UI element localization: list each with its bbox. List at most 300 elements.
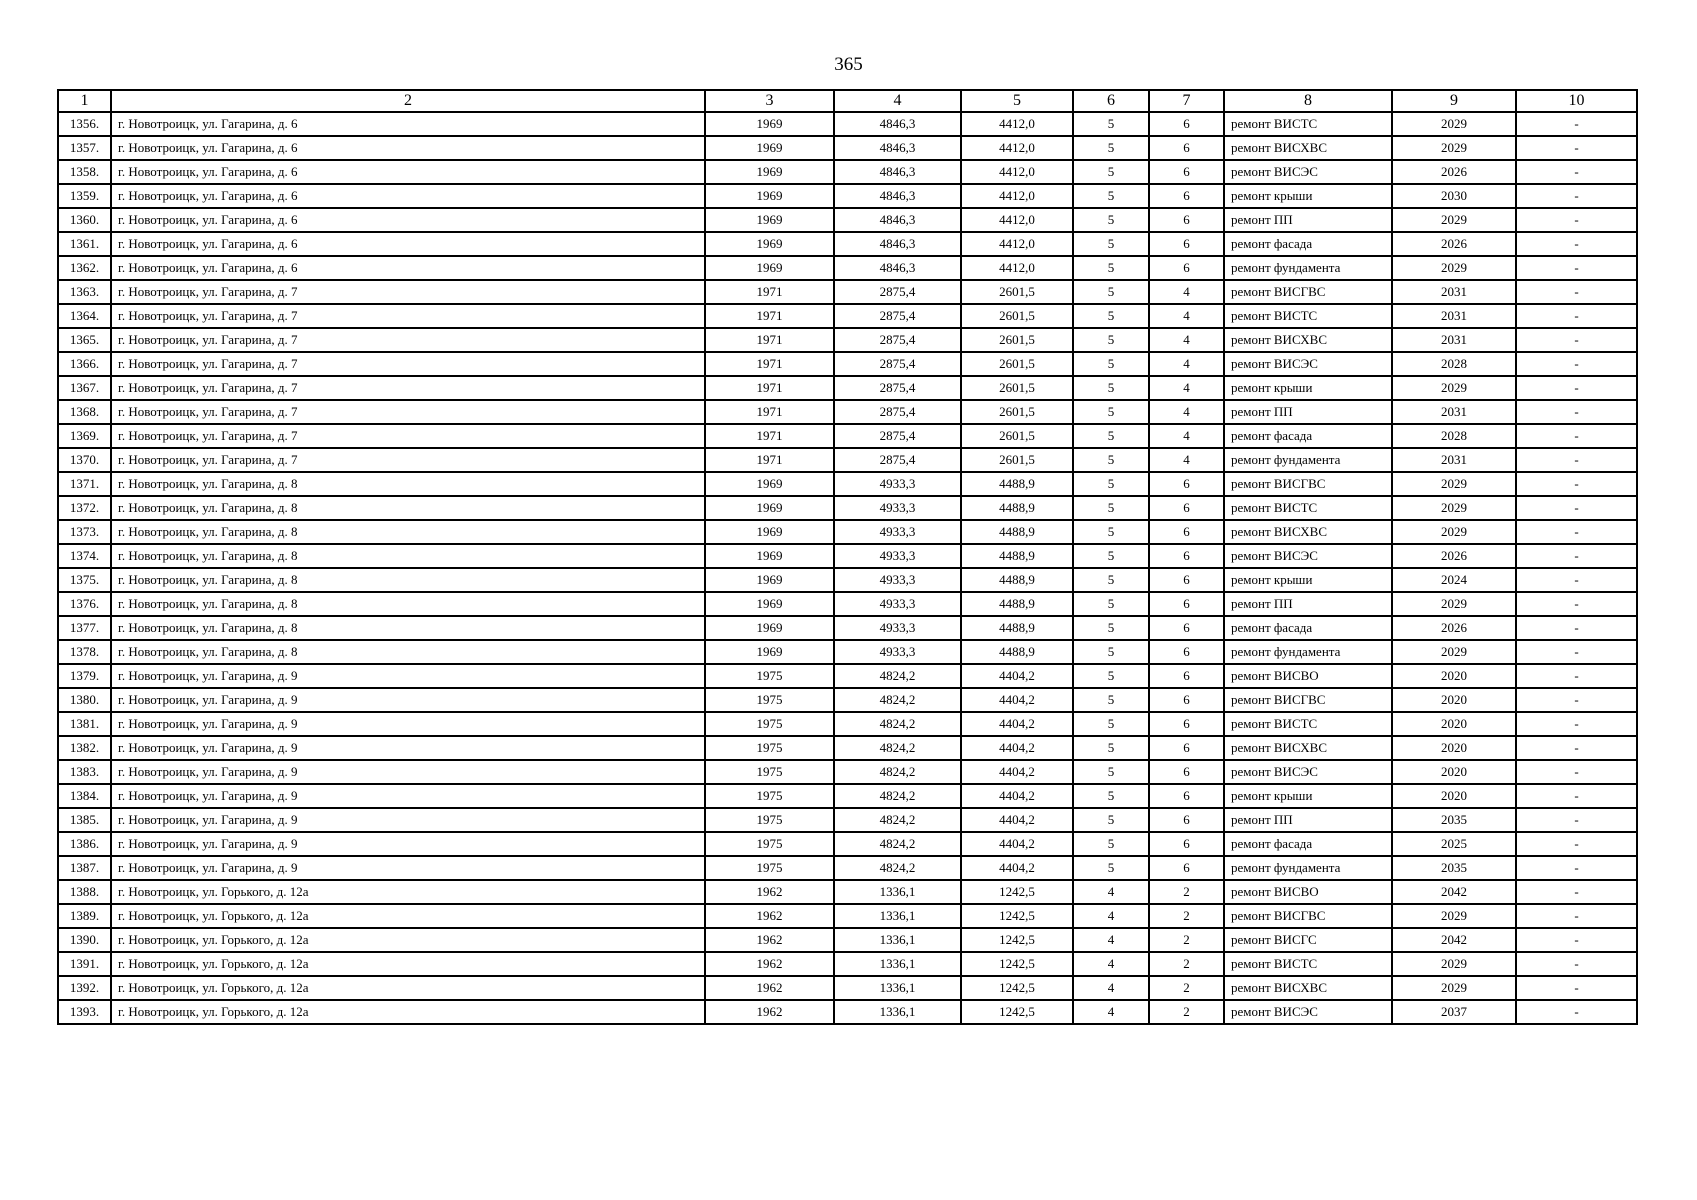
work-type-cell: ремонт фундамента — [1224, 856, 1392, 880]
row-number-cell: 1376. — [58, 592, 111, 616]
table-row — [58, 136, 1637, 160]
total-area-cell: 4824,2 — [834, 736, 961, 760]
total-area-cell: 1336,1 — [834, 976, 961, 1000]
floors-cell: 5 — [1073, 736, 1149, 760]
floors-cell: 4 — [1073, 880, 1149, 904]
planned-year-cell: 2030 — [1392, 184, 1516, 208]
work-type-cell: ремонт ВИСЭС — [1224, 160, 1392, 184]
table-row — [58, 976, 1637, 1000]
table-row — [58, 520, 1637, 544]
year-built-cell: 1969 — [705, 136, 834, 160]
planned-year-cell: 2031 — [1392, 400, 1516, 424]
entrances-cell: 6 — [1149, 808, 1224, 832]
row-number-cell: 1371. — [58, 472, 111, 496]
work-type-cell: ремонт крыши — [1224, 184, 1392, 208]
entrances-cell: 6 — [1149, 472, 1224, 496]
work-type-cell: ремонт ВИСЭС — [1224, 760, 1392, 784]
row-number-cell: 1377. — [58, 616, 111, 640]
planned-year-cell: 2042 — [1392, 880, 1516, 904]
column-header: 1 — [58, 90, 111, 112]
floors-cell: 5 — [1073, 712, 1149, 736]
floors-cell: 5 — [1073, 664, 1149, 688]
total-area-cell: 4824,2 — [834, 712, 961, 736]
living-area-cell: 4404,2 — [961, 808, 1073, 832]
row-number-cell: 1365. — [58, 328, 111, 352]
floors-cell: 4 — [1073, 928, 1149, 952]
address-cell: г. Новотроицк, ул. Гагарина, д. 7 — [111, 328, 705, 352]
entrances-cell: 6 — [1149, 232, 1224, 256]
address-cell: г. Новотроицк, ул. Гагарина, д. 9 — [111, 688, 705, 712]
entrances-cell: 2 — [1149, 952, 1224, 976]
floors-cell: 5 — [1073, 160, 1149, 184]
table-row — [58, 328, 1637, 352]
year-built-cell: 1969 — [705, 160, 834, 184]
address-cell: г. Новотроицк, ул. Гагарина, д. 8 — [111, 592, 705, 616]
living-area-cell: 1242,5 — [961, 880, 1073, 904]
floors-cell: 4 — [1073, 904, 1149, 928]
planned-year-cell: 2028 — [1392, 424, 1516, 448]
note-cell: - — [1516, 616, 1637, 640]
table-row — [58, 640, 1637, 664]
planned-year-cell: 2020 — [1392, 736, 1516, 760]
total-area-cell: 4846,3 — [834, 160, 961, 184]
address-cell: г. Новотроицк, ул. Гагарина, д. 7 — [111, 376, 705, 400]
planned-year-cell: 2020 — [1392, 760, 1516, 784]
note-cell: - — [1516, 1000, 1637, 1024]
column-header: 5 — [961, 90, 1073, 112]
address-cell: г. Новотроицк, ул. Гагарина, д. 9 — [111, 664, 705, 688]
year-built-cell: 1969 — [705, 472, 834, 496]
work-type-cell: ремонт ВИСХВС — [1224, 328, 1392, 352]
table-row — [58, 568, 1637, 592]
data-table — [57, 89, 1638, 1025]
floors-cell: 5 — [1073, 832, 1149, 856]
floors-cell: 5 — [1073, 592, 1149, 616]
living-area-cell: 4488,9 — [961, 520, 1073, 544]
year-built-cell: 1975 — [705, 664, 834, 688]
living-area-cell: 4488,9 — [961, 640, 1073, 664]
work-type-cell: ремонт ВИСХВС — [1224, 520, 1392, 544]
work-type-cell: ремонт ВИСТС — [1224, 952, 1392, 976]
note-cell: - — [1516, 400, 1637, 424]
note-cell: - — [1516, 544, 1637, 568]
total-area-cell: 1336,1 — [834, 928, 961, 952]
year-built-cell: 1975 — [705, 832, 834, 856]
floors-cell: 5 — [1073, 640, 1149, 664]
planned-year-cell: 2035 — [1392, 808, 1516, 832]
address-cell: г. Новотроицк, ул. Гагарина, д. 8 — [111, 472, 705, 496]
address-cell: г. Новотроицк, ул. Гагарина, д. 7 — [111, 352, 705, 376]
column-header: 4 — [834, 90, 961, 112]
work-type-cell: ремонт ВИСВО — [1224, 664, 1392, 688]
row-number-cell: 1357. — [58, 136, 111, 160]
note-cell: - — [1516, 280, 1637, 304]
total-area-cell: 1336,1 — [834, 952, 961, 976]
address-cell: г. Новотроицк, ул. Гагарина, д. 7 — [111, 400, 705, 424]
table-body — [58, 112, 1637, 1024]
planned-year-cell: 2026 — [1392, 232, 1516, 256]
entrances-cell: 4 — [1149, 424, 1224, 448]
living-area-cell: 4412,0 — [961, 184, 1073, 208]
living-area-cell: 2601,5 — [961, 304, 1073, 328]
address-cell: г. Новотроицк, ул. Гагарина, д. 6 — [111, 160, 705, 184]
total-area-cell: 4824,2 — [834, 664, 961, 688]
note-cell: - — [1516, 472, 1637, 496]
living-area-cell: 4404,2 — [961, 664, 1073, 688]
floors-cell: 5 — [1073, 112, 1149, 136]
floors-cell: 4 — [1073, 1000, 1149, 1024]
floors-cell: 5 — [1073, 256, 1149, 280]
planned-year-cell: 2029 — [1392, 136, 1516, 160]
planned-year-cell: 2029 — [1392, 976, 1516, 1000]
year-built-cell: 1971 — [705, 352, 834, 376]
living-area-cell: 1242,5 — [961, 976, 1073, 1000]
row-number-cell: 1375. — [58, 568, 111, 592]
table-row — [58, 448, 1637, 472]
row-number-cell: 1363. — [58, 280, 111, 304]
year-built-cell: 1962 — [705, 952, 834, 976]
living-area-cell: 4488,9 — [961, 496, 1073, 520]
floors-cell: 5 — [1073, 688, 1149, 712]
planned-year-cell: 2029 — [1392, 472, 1516, 496]
floors-cell: 5 — [1073, 784, 1149, 808]
year-built-cell: 1962 — [705, 976, 834, 1000]
year-built-cell: 1962 — [705, 1000, 834, 1024]
entrances-cell: 6 — [1149, 184, 1224, 208]
note-cell: - — [1516, 208, 1637, 232]
address-cell: г. Новотроицк, ул. Гагарина, д. 9 — [111, 784, 705, 808]
entrances-cell: 4 — [1149, 352, 1224, 376]
floors-cell: 5 — [1073, 520, 1149, 544]
total-area-cell: 4933,3 — [834, 640, 961, 664]
address-cell: г. Новотроицк, ул. Гагарина, д. 8 — [111, 568, 705, 592]
total-area-cell: 2875,4 — [834, 352, 961, 376]
work-type-cell: ремонт ВИСВО — [1224, 880, 1392, 904]
note-cell: - — [1516, 928, 1637, 952]
living-area-cell: 4404,2 — [961, 784, 1073, 808]
column-header: 10 — [1516, 90, 1637, 112]
table-row — [58, 256, 1637, 280]
floors-cell: 5 — [1073, 304, 1149, 328]
total-area-cell: 2875,4 — [834, 424, 961, 448]
entrances-cell: 6 — [1149, 256, 1224, 280]
address-cell: г. Новотроицк, ул. Гагарина, д. 9 — [111, 712, 705, 736]
work-type-cell: ремонт крыши — [1224, 568, 1392, 592]
living-area-cell: 4412,0 — [961, 232, 1073, 256]
year-built-cell: 1969 — [705, 496, 834, 520]
planned-year-cell: 2028 — [1392, 352, 1516, 376]
year-built-cell: 1975 — [705, 784, 834, 808]
note-cell: - — [1516, 904, 1637, 928]
table-row — [58, 736, 1637, 760]
table-row — [58, 352, 1637, 376]
floors-cell: 5 — [1073, 496, 1149, 520]
planned-year-cell: 2031 — [1392, 328, 1516, 352]
floors-cell: 5 — [1073, 232, 1149, 256]
total-area-cell: 1336,1 — [834, 1000, 961, 1024]
planned-year-cell: 2031 — [1392, 280, 1516, 304]
address-cell: г. Новотроицк, ул. Гагарина, д. 8 — [111, 616, 705, 640]
total-area-cell: 4933,3 — [834, 520, 961, 544]
planned-year-cell: 2029 — [1392, 592, 1516, 616]
planned-year-cell: 2029 — [1392, 904, 1516, 928]
note-cell: - — [1516, 328, 1637, 352]
address-cell: г. Новотроицк, ул. Горького, д. 12а — [111, 1000, 705, 1024]
note-cell: - — [1516, 424, 1637, 448]
entrances-cell: 6 — [1149, 568, 1224, 592]
note-cell: - — [1516, 184, 1637, 208]
note-cell: - — [1516, 232, 1637, 256]
floors-cell: 5 — [1073, 208, 1149, 232]
address-cell: г. Новотроицк, ул. Горького, д. 12а — [111, 976, 705, 1000]
address-cell: г. Новотроицк, ул. Гагарина, д. 9 — [111, 736, 705, 760]
total-area-cell: 4846,3 — [834, 112, 961, 136]
total-area-cell: 4846,3 — [834, 232, 961, 256]
note-cell: - — [1516, 736, 1637, 760]
year-built-cell: 1975 — [705, 760, 834, 784]
note-cell: - — [1516, 112, 1637, 136]
work-type-cell: ремонт фасада — [1224, 832, 1392, 856]
note-cell: - — [1516, 448, 1637, 472]
table-row — [58, 592, 1637, 616]
address-cell: г. Новотроицк, ул. Гагарина, д. 6 — [111, 232, 705, 256]
planned-year-cell: 2026 — [1392, 160, 1516, 184]
note-cell: - — [1516, 664, 1637, 688]
planned-year-cell: 2020 — [1392, 688, 1516, 712]
note-cell: - — [1516, 136, 1637, 160]
table-row — [58, 616, 1637, 640]
column-header: 7 — [1149, 90, 1224, 112]
planned-year-cell: 2031 — [1392, 304, 1516, 328]
planned-year-cell: 2029 — [1392, 376, 1516, 400]
entrances-cell: 6 — [1149, 112, 1224, 136]
work-type-cell: ремонт фундамента — [1224, 256, 1392, 280]
note-cell: - — [1516, 712, 1637, 736]
planned-year-cell: 2029 — [1392, 112, 1516, 136]
table-row — [58, 544, 1637, 568]
total-area-cell: 4824,2 — [834, 784, 961, 808]
floors-cell: 5 — [1073, 448, 1149, 472]
address-cell: г. Новотроицк, ул. Гагарина, д. 6 — [111, 112, 705, 136]
living-area-cell: 4488,9 — [961, 568, 1073, 592]
planned-year-cell: 2020 — [1392, 664, 1516, 688]
entrances-cell: 6 — [1149, 616, 1224, 640]
note-cell: - — [1516, 784, 1637, 808]
floors-cell: 5 — [1073, 616, 1149, 640]
note-cell: - — [1516, 808, 1637, 832]
row-number-cell: 1360. — [58, 208, 111, 232]
row-number-cell: 1385. — [58, 808, 111, 832]
entrances-cell: 6 — [1149, 664, 1224, 688]
work-type-cell: ремонт фундамента — [1224, 448, 1392, 472]
table-row — [58, 880, 1637, 904]
total-area-cell: 2875,4 — [834, 376, 961, 400]
work-type-cell: ремонт фасада — [1224, 232, 1392, 256]
table-row — [58, 1000, 1637, 1024]
year-built-cell: 1969 — [705, 184, 834, 208]
note-cell: - — [1516, 256, 1637, 280]
table-row — [58, 472, 1637, 496]
address-cell: г. Новотроицк, ул. Гагарина, д. 7 — [111, 304, 705, 328]
total-area-cell: 4846,3 — [834, 184, 961, 208]
address-cell: г. Новотроицк, ул. Горького, д. 12а — [111, 904, 705, 928]
total-area-cell: 4933,3 — [834, 616, 961, 640]
table-row — [58, 664, 1637, 688]
table-row — [58, 904, 1637, 928]
row-number-cell: 1382. — [58, 736, 111, 760]
address-cell: г. Новотроицк, ул. Гагарина, д. 6 — [111, 256, 705, 280]
living-area-cell: 1242,5 — [961, 1000, 1073, 1024]
row-number-cell: 1387. — [58, 856, 111, 880]
total-area-cell: 4824,2 — [834, 760, 961, 784]
living-area-cell: 1242,5 — [961, 904, 1073, 928]
year-built-cell: 1962 — [705, 880, 834, 904]
year-built-cell: 1975 — [705, 736, 834, 760]
living-area-cell: 4412,0 — [961, 112, 1073, 136]
year-built-cell: 1969 — [705, 568, 834, 592]
table-row — [58, 424, 1637, 448]
year-built-cell: 1971 — [705, 280, 834, 304]
living-area-cell: 2601,5 — [961, 280, 1073, 304]
year-built-cell: 1971 — [705, 304, 834, 328]
row-number-cell: 1392. — [58, 976, 111, 1000]
living-area-cell: 2601,5 — [961, 352, 1073, 376]
living-area-cell: 4488,9 — [961, 592, 1073, 616]
work-type-cell: ремонт ВИСГВС — [1224, 904, 1392, 928]
planned-year-cell: 2042 — [1392, 928, 1516, 952]
year-built-cell: 1975 — [705, 856, 834, 880]
living-area-cell: 4488,9 — [961, 472, 1073, 496]
total-area-cell: 4824,2 — [834, 688, 961, 712]
column-header: 6 — [1073, 90, 1149, 112]
row-number-cell: 1367. — [58, 376, 111, 400]
note-cell: - — [1516, 880, 1637, 904]
work-type-cell: ремонт ВИСГВС — [1224, 472, 1392, 496]
row-number-cell: 1393. — [58, 1000, 111, 1024]
address-cell: г. Новотроицк, ул. Гагарина, д. 6 — [111, 136, 705, 160]
note-cell: - — [1516, 376, 1637, 400]
living-area-cell: 4404,2 — [961, 832, 1073, 856]
living-area-cell: 4404,2 — [961, 712, 1073, 736]
table-row — [58, 400, 1637, 424]
entrances-cell: 6 — [1149, 136, 1224, 160]
row-number-cell: 1368. — [58, 400, 111, 424]
entrances-cell: 2 — [1149, 976, 1224, 1000]
entrances-cell: 6 — [1149, 496, 1224, 520]
planned-year-cell: 2029 — [1392, 640, 1516, 664]
note-cell: - — [1516, 592, 1637, 616]
total-area-cell: 4933,3 — [834, 472, 961, 496]
work-type-cell: ремонт ВИСТС — [1224, 712, 1392, 736]
address-cell: г. Новотроицк, ул. Гагарина, д. 6 — [111, 208, 705, 232]
row-number-cell: 1358. — [58, 160, 111, 184]
work-type-cell: ремонт фасада — [1224, 424, 1392, 448]
living-area-cell: 4404,2 — [961, 856, 1073, 880]
note-cell: - — [1516, 160, 1637, 184]
table-row — [58, 688, 1637, 712]
year-built-cell: 1971 — [705, 328, 834, 352]
planned-year-cell: 2020 — [1392, 784, 1516, 808]
floors-cell: 5 — [1073, 808, 1149, 832]
work-type-cell: ремонт ВИСГВС — [1224, 688, 1392, 712]
address-cell: г. Новотроицк, ул. Гагарина, д. 9 — [111, 808, 705, 832]
planned-year-cell: 2031 — [1392, 448, 1516, 472]
table-row — [58, 712, 1637, 736]
table-row — [58, 232, 1637, 256]
floors-cell: 5 — [1073, 760, 1149, 784]
entrances-cell: 6 — [1149, 736, 1224, 760]
table-row — [58, 112, 1637, 136]
entrances-cell: 4 — [1149, 280, 1224, 304]
floors-cell: 5 — [1073, 184, 1149, 208]
year-built-cell: 1969 — [705, 544, 834, 568]
address-cell: г. Новотроицк, ул. Гагарина, д. 8 — [111, 544, 705, 568]
work-type-cell: ремонт ПП — [1224, 592, 1392, 616]
work-type-cell: ремонт ВИСХВС — [1224, 976, 1392, 1000]
note-cell: - — [1516, 760, 1637, 784]
floors-cell: 5 — [1073, 136, 1149, 160]
year-built-cell: 1971 — [705, 376, 834, 400]
total-area-cell: 4846,3 — [834, 256, 961, 280]
total-area-cell: 2875,4 — [834, 280, 961, 304]
table-row — [58, 928, 1637, 952]
floors-cell: 5 — [1073, 472, 1149, 496]
entrances-cell: 6 — [1149, 544, 1224, 568]
year-built-cell: 1962 — [705, 928, 834, 952]
work-type-cell: ремонт крыши — [1224, 376, 1392, 400]
table-row — [58, 376, 1637, 400]
total-area-cell: 4933,3 — [834, 496, 961, 520]
work-type-cell: ремонт ВИСЭС — [1224, 544, 1392, 568]
entrances-cell: 4 — [1149, 304, 1224, 328]
entrances-cell: 2 — [1149, 928, 1224, 952]
living-area-cell: 4488,9 — [961, 544, 1073, 568]
year-built-cell: 1969 — [705, 520, 834, 544]
row-number-cell: 1361. — [58, 232, 111, 256]
row-number-cell: 1364. — [58, 304, 111, 328]
floors-cell: 5 — [1073, 352, 1149, 376]
total-area-cell: 2875,4 — [834, 448, 961, 472]
work-type-cell: ремонт ВИСХВС — [1224, 736, 1392, 760]
year-built-cell: 1969 — [705, 232, 834, 256]
entrances-cell: 6 — [1149, 640, 1224, 664]
row-number-cell: 1388. — [58, 880, 111, 904]
column-header: 8 — [1224, 90, 1392, 112]
address-cell: г. Новотроицк, ул. Гагарина, д. 8 — [111, 496, 705, 520]
living-area-cell: 4412,0 — [961, 136, 1073, 160]
work-type-cell: ремонт ВИСЭС — [1224, 1000, 1392, 1024]
entrances-cell: 6 — [1149, 856, 1224, 880]
note-cell: - — [1516, 304, 1637, 328]
entrances-cell: 6 — [1149, 688, 1224, 712]
living-area-cell: 4412,0 — [961, 256, 1073, 280]
row-number-cell: 1369. — [58, 424, 111, 448]
planned-year-cell: 2029 — [1392, 520, 1516, 544]
row-number-cell: 1381. — [58, 712, 111, 736]
work-type-cell: ремонт ПП — [1224, 808, 1392, 832]
living-area-cell: 4404,2 — [961, 736, 1073, 760]
year-built-cell: 1969 — [705, 592, 834, 616]
total-area-cell: 2875,4 — [834, 400, 961, 424]
planned-year-cell: 2024 — [1392, 568, 1516, 592]
total-area-cell: 1336,1 — [834, 880, 961, 904]
year-built-cell: 1975 — [705, 808, 834, 832]
planned-year-cell: 2029 — [1392, 208, 1516, 232]
address-cell: г. Новотроицк, ул. Гагарина, д. 7 — [111, 448, 705, 472]
entrances-cell: 2 — [1149, 1000, 1224, 1024]
living-area-cell: 4404,2 — [961, 760, 1073, 784]
total-area-cell: 4824,2 — [834, 832, 961, 856]
